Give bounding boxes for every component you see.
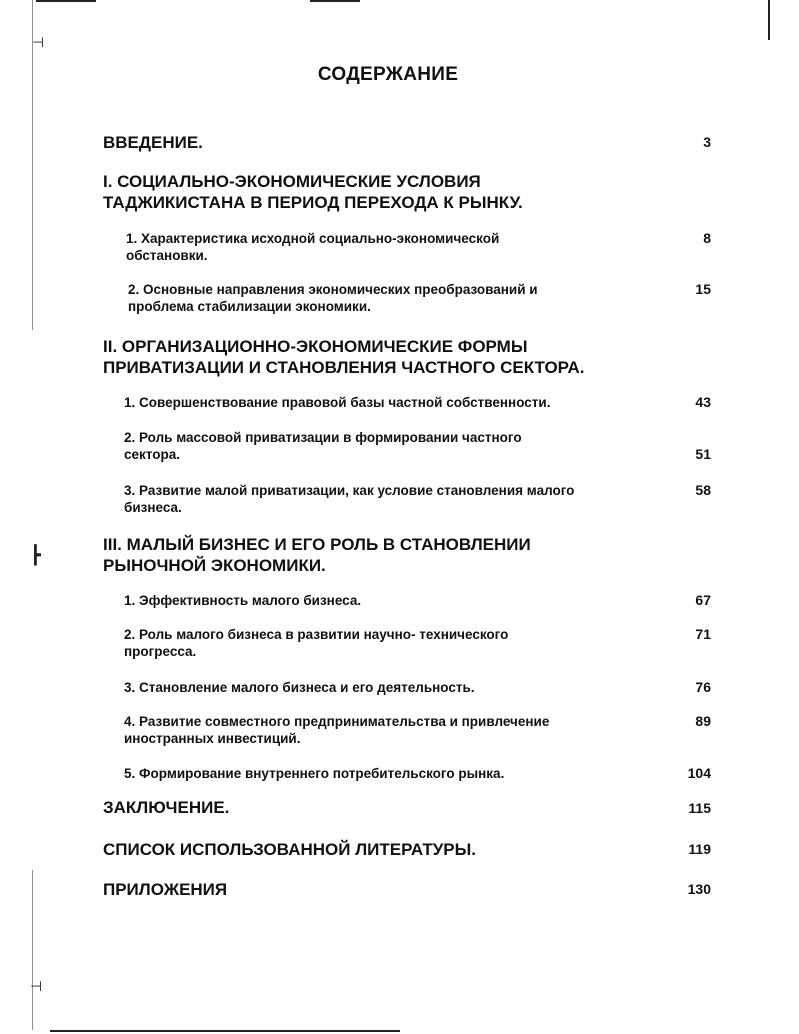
toc-entry-label: ПРИЛОЖЕНИЯ xyxy=(103,880,228,899)
toc-item-label: 5. Формирование внутреннего потребительского рынка. xyxy=(124,766,505,781)
toc-entry-label: ЗАКЛЮЧЕНИЕ. xyxy=(103,798,230,817)
toc-item-label: 1. Характеристика исходной социально-экономической обстановки. xyxy=(126,231,500,263)
toc-item-label: 2. Роль массовой приватизации в формировании частного сектора. xyxy=(124,430,522,462)
toc-item-page: 67 xyxy=(695,592,711,608)
toc-item-page: 104 xyxy=(687,765,711,781)
toc-item-label: 3. Становление малого бизнеса и его деятельность. xyxy=(124,680,475,695)
toc-item-page: 58 xyxy=(695,482,711,498)
toc-item-page: 15 xyxy=(695,281,711,297)
toc-item-page: 8 xyxy=(703,230,711,246)
scan-left-edge xyxy=(32,870,33,1030)
toc-chapter-label: II. ОРГАНИЗАЦИОННО-ЭКОНОМИЧЕСКИЕ ФОРМЫ ПРИВАТИЗАЦИИ И СТАНОВЛЕНИЯ ЧАСТНОГО СЕКТОРА. xyxy=(103,337,585,377)
toc-item-label: 2. Роль малого бизнеса в развитии научно- технического прогресса. xyxy=(124,627,509,659)
page-title: СОДЕРЖАНИЕ xyxy=(317,64,459,85)
toc-item-label: 4. Развитие совместного предпринимательства и привлечение иностранных инвестиций. xyxy=(124,714,550,746)
toc-chapter-label: III. МАЛЫЙ БИЗНЕС И ЕГО РОЛЬ В СТАНОВЛЕНИИ РЫНОЧНОЙ ЭКОНОМИКИ. xyxy=(103,535,531,575)
scan-top-edge xyxy=(310,0,360,2)
toc-entry-page: 3 xyxy=(703,134,711,150)
toc-item-label: 2. Основные направления экономических преобразований и проблема стабилизации экономики. xyxy=(128,282,538,314)
toc-entry-page: 130 xyxy=(687,881,711,897)
scan-top-edge xyxy=(36,0,96,2)
toc-item-page: 51 xyxy=(695,446,711,462)
toc-entry-page: 119 xyxy=(688,841,711,857)
toc-item-page: 71 xyxy=(695,626,711,642)
toc-entry-label: ВВЕДЕНИЕ. xyxy=(103,133,203,152)
scan-mark-icon: ┣ xyxy=(30,545,41,565)
toc-entry-page: 115 xyxy=(688,800,711,816)
toc-item-label: 1. Эффективность малого бизнеса. xyxy=(124,593,362,608)
toc-entry-label: СПИСОК ИСПОЛЬЗОВАННОЙ ЛИТЕРАТУРЫ. xyxy=(103,840,477,859)
toc-chapter-label: I. СОЦИАЛЬНО-ЭКОНОМИЧЕСКИЕ УСЛОВИЯ ТАДЖИКИСТАНА В ПЕРИОД ПЕРЕХОДА К РЫНКУ. xyxy=(103,172,523,212)
toc-item-page: 89 xyxy=(695,713,711,729)
scan-right-edge xyxy=(768,0,770,40)
toc-item-label: 1. Совершенствование правовой базы частной собственности. xyxy=(124,395,551,410)
toc-item-page: 43 xyxy=(695,394,711,410)
toc-item-page: 76 xyxy=(695,679,711,695)
scan-mark-icon: ⊣ xyxy=(32,34,45,50)
toc-item-label: 3. Развитие малой приватизации, как условие становления малого бизнеса. xyxy=(124,483,575,515)
scan-bottom-edge xyxy=(50,1030,400,1032)
scan-mark-icon: ⊣ xyxy=(30,978,43,994)
